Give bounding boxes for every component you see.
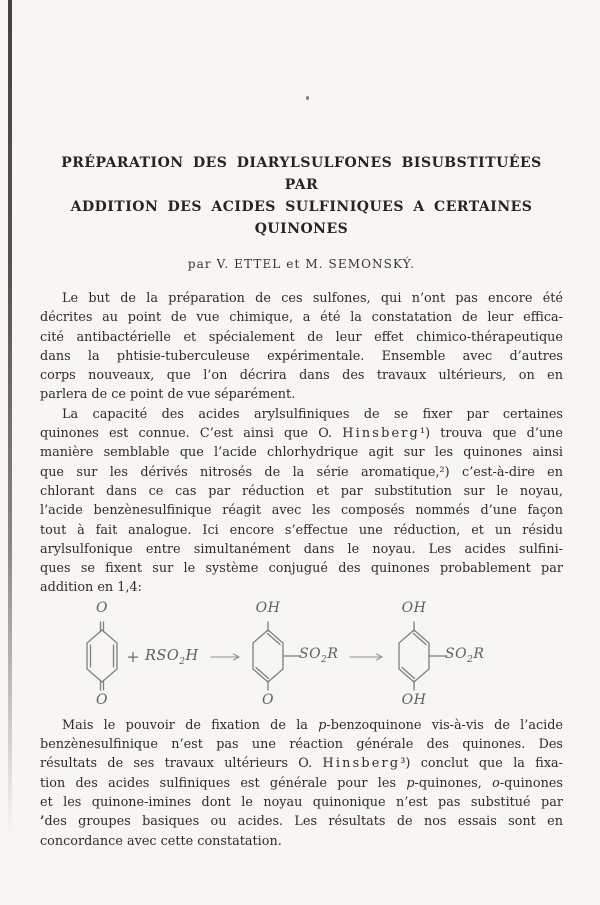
text-segment: corps nouveaux, que l’on décrira dans des travaux ultérieurs, on en — [40, 368, 563, 384]
text-segment: o — [492, 775, 500, 791]
ink-speck — [306, 96, 309, 100]
atom-label-oxygen-bottom: O — [262, 691, 274, 708]
structure-sulfonyl-intermediate — [233, 599, 339, 712]
text-segment: -quinones — [499, 775, 563, 791]
article-byline: par V. ETTEL et M. SEMONSKÝ. — [187, 257, 416, 271]
text-line — [40, 754, 563, 773]
text-segment: parlera de ce point de vue séparément. — [40, 387, 296, 403]
text-segment: La capacité des acides arylsulfiniques de se fixer par certaines — [62, 406, 563, 422]
formula-text: R — [473, 645, 485, 662]
formula-text: RSO — [145, 647, 180, 664]
formula-subscript: 2 — [467, 654, 474, 665]
text-segment: des groupes basiques ou acides. Les résultats de nos essais sont en — [44, 814, 563, 830]
text-line — [40, 774, 563, 793]
formula-text: H — [185, 647, 199, 664]
text-segment: concordance avec cette constatation. — [40, 833, 282, 849]
text-line — [40, 482, 563, 501]
page-content — [0, 152, 600, 851]
body-text-bottom — [40, 716, 563, 851]
atom-label-oxygen-top: O — [96, 599, 108, 616]
text-line — [40, 443, 563, 462]
text-segment: tout à fait analogue. Ici encore s’effectue une réduction, et un résidu — [40, 522, 563, 538]
group-label-sulfonyl — [445, 646, 505, 665]
text-segment: tion des acides sulfiniques est générale pour les — [40, 775, 407, 791]
text-segment: p — [318, 717, 327, 733]
text-line — [40, 347, 563, 366]
text-segment: ³) conclut que la fixa- — [400, 756, 563, 772]
text-line — [40, 793, 563, 812]
text-line — [40, 521, 563, 540]
text-segment: et les quinone-imines dont le noyau quinonique n’est pas substitué par — [40, 794, 563, 810]
text-segment: Hinsberg — [322, 756, 401, 772]
reagent-formula — [145, 648, 199, 667]
atom-label-oxygen-bottom: O — [96, 691, 108, 708]
text-line — [40, 735, 563, 754]
text-line — [40, 540, 563, 559]
text-line — [40, 308, 563, 327]
text-line — [40, 289, 563, 308]
text-segment: ques se fixent sur le système conjugué des quinones probablement par — [40, 561, 563, 577]
text-line — [40, 366, 563, 385]
text-segment: Mais le pouvoir de fixation de la — [62, 717, 319, 733]
text-segment: cité antibactérielle et spécialement de leur effet chimico-thérapeutique — [40, 329, 563, 345]
structure-sulfonyl-hydroquinone — [379, 599, 485, 712]
text-line — [40, 328, 563, 347]
formula-subscript: 2 — [179, 656, 186, 667]
text-segment: manière semblable que l’acide chlorhydrique agit sur les quinones ainsi — [40, 445, 563, 461]
text-segment: Hinsberg — [342, 426, 420, 442]
text-line — [40, 463, 563, 482]
formula-text: SO — [299, 645, 322, 662]
group-label-hydroxyl-top: OH — [255, 599, 281, 616]
text-segment: -quinones, — [414, 775, 493, 791]
text-segment: que sur les dérivés nitrosés de la série aromatique,²) c’est-à-dire en — [40, 464, 563, 480]
paragraph — [40, 405, 563, 598]
text-segment: dans la phtisie-tuberculeuse expérimentale. Ensemble avec d’autres — [40, 348, 563, 364]
text-segment: l’acide benzènesulfinique réagit avec les composés nommés d’une façon — [40, 503, 563, 519]
ring-drawing — [250, 622, 306, 690]
plus-sign: + — [126, 646, 140, 666]
text-segment: benzènesulfinique n’est pas une réaction générale des quinones. Des — [40, 737, 563, 753]
text-line — [40, 424, 563, 443]
text-segment: ¹) trouva que d’une — [419, 426, 563, 442]
text-line — [40, 559, 563, 578]
formula-text: R — [327, 645, 339, 662]
group-label-hydroxyl-bottom: OH — [401, 691, 427, 708]
text-segment: ’ — [40, 814, 45, 830]
title-line-1: PRÉPARATION DES DIARYLSULFONES BISUBSTITUÉES PAR — [61, 155, 542, 193]
paragraph — [40, 716, 563, 851]
article-title — [40, 152, 563, 240]
text-segment: p — [406, 775, 415, 791]
text-line — [40, 812, 563, 831]
formula-text: SO — [445, 645, 468, 662]
text-segment: -benzoquinone vis-à-vis de l’acide — [326, 717, 563, 733]
text-segment: décrites au point de vue chimique, a été la constatation de leur effica- — [40, 310, 563, 326]
reaction-scheme — [40, 600, 563, 712]
ring-drawing — [396, 622, 452, 690]
text-line — [40, 716, 563, 735]
title-line-2: ADDITION DES ACIDES SULFINIQUES A CERTAINES QUINONES — [70, 199, 533, 237]
formula-subscript: 2 — [321, 654, 328, 665]
text-line — [40, 405, 563, 424]
group-label-hydroxyl-top: OH — [401, 599, 427, 616]
text-line — [40, 385, 563, 404]
text-segment: Le but de la préparation de ces sulfones, qui n’ont pas encore été — [62, 291, 563, 306]
text-segment: arylsulfonique entre simultanément dans le noyau. Les acides sulfini- — [40, 541, 563, 557]
text-segment: résultats de ses travaux ultérieurs O. — [40, 756, 323, 772]
text-line — [40, 578, 563, 597]
text-line — [40, 501, 563, 520]
text-segment: quinones est connue. C’est ainsi que O. — [40, 426, 343, 442]
paragraph — [40, 289, 563, 405]
text-segment: addition en 1,4: — [40, 580, 142, 596]
text-line — [40, 832, 563, 851]
text-segment: chlorant dans ce cas par réduction et par substitution sur le noyau, — [40, 483, 563, 499]
body-text-top — [40, 289, 563, 598]
